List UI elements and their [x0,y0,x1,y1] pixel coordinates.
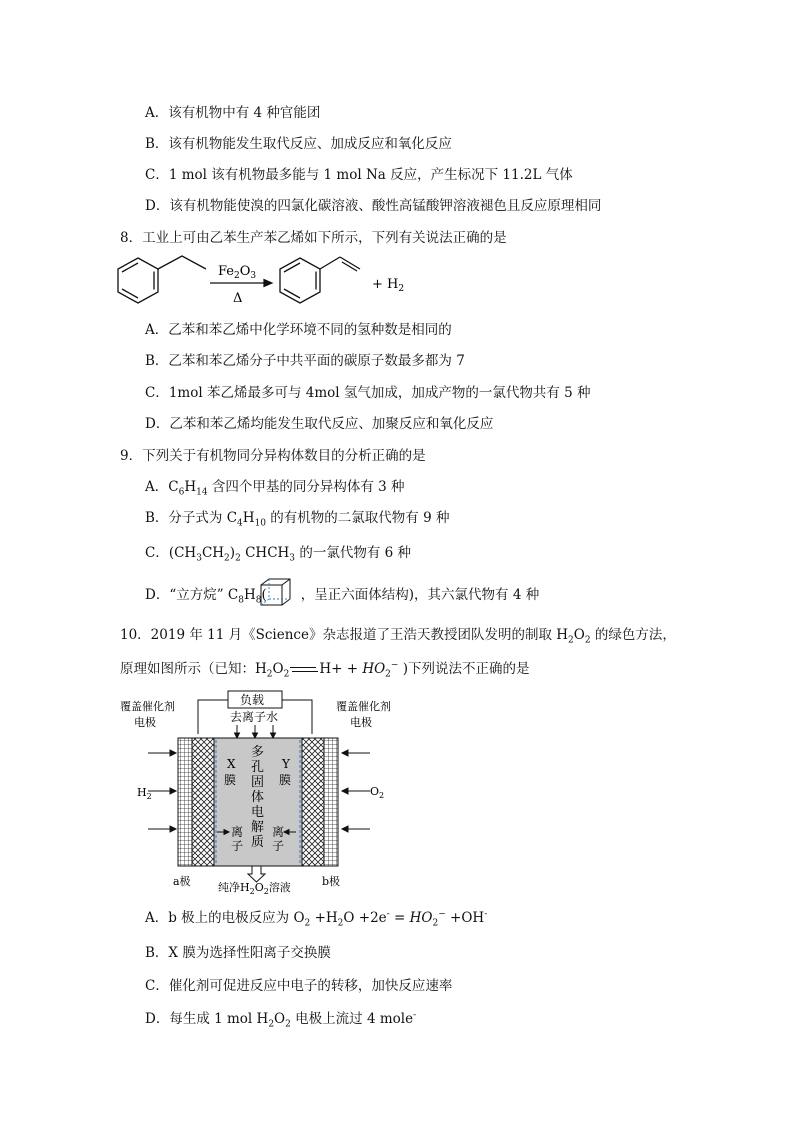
y-membrane-label: Y 膜 [279,757,292,787]
product-label: 纯净$H_2O_2$溶液 [218,881,291,896]
h2-label: $H_2$ [137,786,152,801]
b-pole-label: b极 [322,875,341,888]
x-membrane-label: X 膜 [224,757,237,787]
q7-option-d: D．该有机物能使溴的四氯化碳溶液、酸性高锰酸钾溶液褪色且反应原理相同 [145,198,602,214]
q10-stem-line1: 10．2019 年 11 月《Science》杂志报道了王浩天教授团队发明的制取 $H_2O_2$ 的绿色方法， [120,627,676,646]
o2-inlet-arrows [342,750,370,832]
b-electrode-grid [324,738,338,866]
q8-option-a: A．乙苯和苯乙烯中化学环境不同的氢种数是相同的 [145,322,452,338]
load-label: 负载 [240,693,265,707]
styrene-structure [280,257,360,303]
b-catalyst-layer [302,738,324,866]
q8-stem: 8．工业上可由乙苯生产苯乙烯如下所示，下列有关说法正确的是 [120,230,507,246]
o2-label: $O_2$ [370,785,385,800]
q8-option-c: C．1mol 苯乙烯最多可与 4mol 氢气加成，加成产物的一氯代物共有 5 种 [145,385,591,401]
q10-option-a: A．b 极上的电极反应为 $O_2 +H_2O +2e^- = HO_2^- +OH^-$ [145,909,488,929]
ethylbenzene-structure [118,256,206,303]
reaction-arrow [210,280,272,287]
cubane-structure [258,576,294,608]
left-electrode-label: 电极 [134,716,156,729]
hydrogen-product: + $H_2$ [372,277,405,294]
h2-inlet-arrows [148,750,176,832]
electrolyte-label: 多 孔 固 体 电 解 质 [251,745,265,850]
q9-option-a: A．$C_6H_{14}$ 含四个甲基的同分异构体有 3 种 [145,479,405,498]
left-ion-label: 离子 [231,825,244,853]
catalyst-label: $Fe_2O_3$ [218,264,257,281]
a-pole-label: a极 [173,875,191,888]
a-catalyst-layer [192,738,214,866]
q8-reaction-scheme [110,252,430,314]
water-label: 去离子水 [230,710,279,724]
q10-stem-line2: 原理如图所示（已知：$H_2O_2$ $H+ + HO_2^-$ )下列说法不正确的是 [120,660,530,680]
right-electrode-label: 电极 [350,716,372,729]
q8-option-b: B．乙苯和苯乙烯分子中共平面的碳原子数最多都为 7 [145,353,465,369]
equilibrium-arrow [289,665,319,675]
q9-option-c: C．$(CH_3CH_2)_2$ $CHCH_3$ 的一氯代物有 6 种 [145,545,411,564]
q10-option-b: B．X 膜为选择性阳离子交换膜 [145,945,331,961]
q10-option-d: D．每生成 1 mol $H_2O_2$ 电极上流过 4 mole- [145,1010,417,1030]
q7-option-a: A．该有机物中有 4 种官能团 [145,105,321,121]
product-outlet-arrow [248,866,265,882]
right-ion-label: 离子 [272,825,285,853]
a-electrode-grid [178,738,192,866]
q7-option-b: B．该有机物能发生取代反应、加成反应和氧化反应 [145,136,452,152]
heat-condition: Δ [233,291,243,306]
h2o2-cell-diagram [120,688,410,896]
q8-option-d: D．乙苯和苯乙烯均能发生取代反应、加聚反应和氧化反应 [145,416,494,432]
water-inlet-arrows [235,725,276,738]
right-catalyst-label: 覆盖催化剂 [336,700,391,713]
q9-option-d: D．“立方烷” $C_8H_8$( ，呈正六面体结构)，其六氯代物有 4 种 [145,587,540,606]
q10-option-c: C．催化剂可促进反应中电子的转移，加快反应速率 [145,978,453,994]
left-catalyst-label: 覆盖催化剂 [120,700,175,713]
q9-option-b: B．分子式为 $C_4H_{10}$ 的有机物的二氯取代物有 9 种 [145,510,450,529]
q9-stem: 9．下列关于有机物同分异构体数目的分析正确的是 [120,448,426,464]
q7-option-c: C．1 mol 该有机物最多能与 1 mol Na 反应，产生标况下 11.2L 气体 [145,167,573,183]
